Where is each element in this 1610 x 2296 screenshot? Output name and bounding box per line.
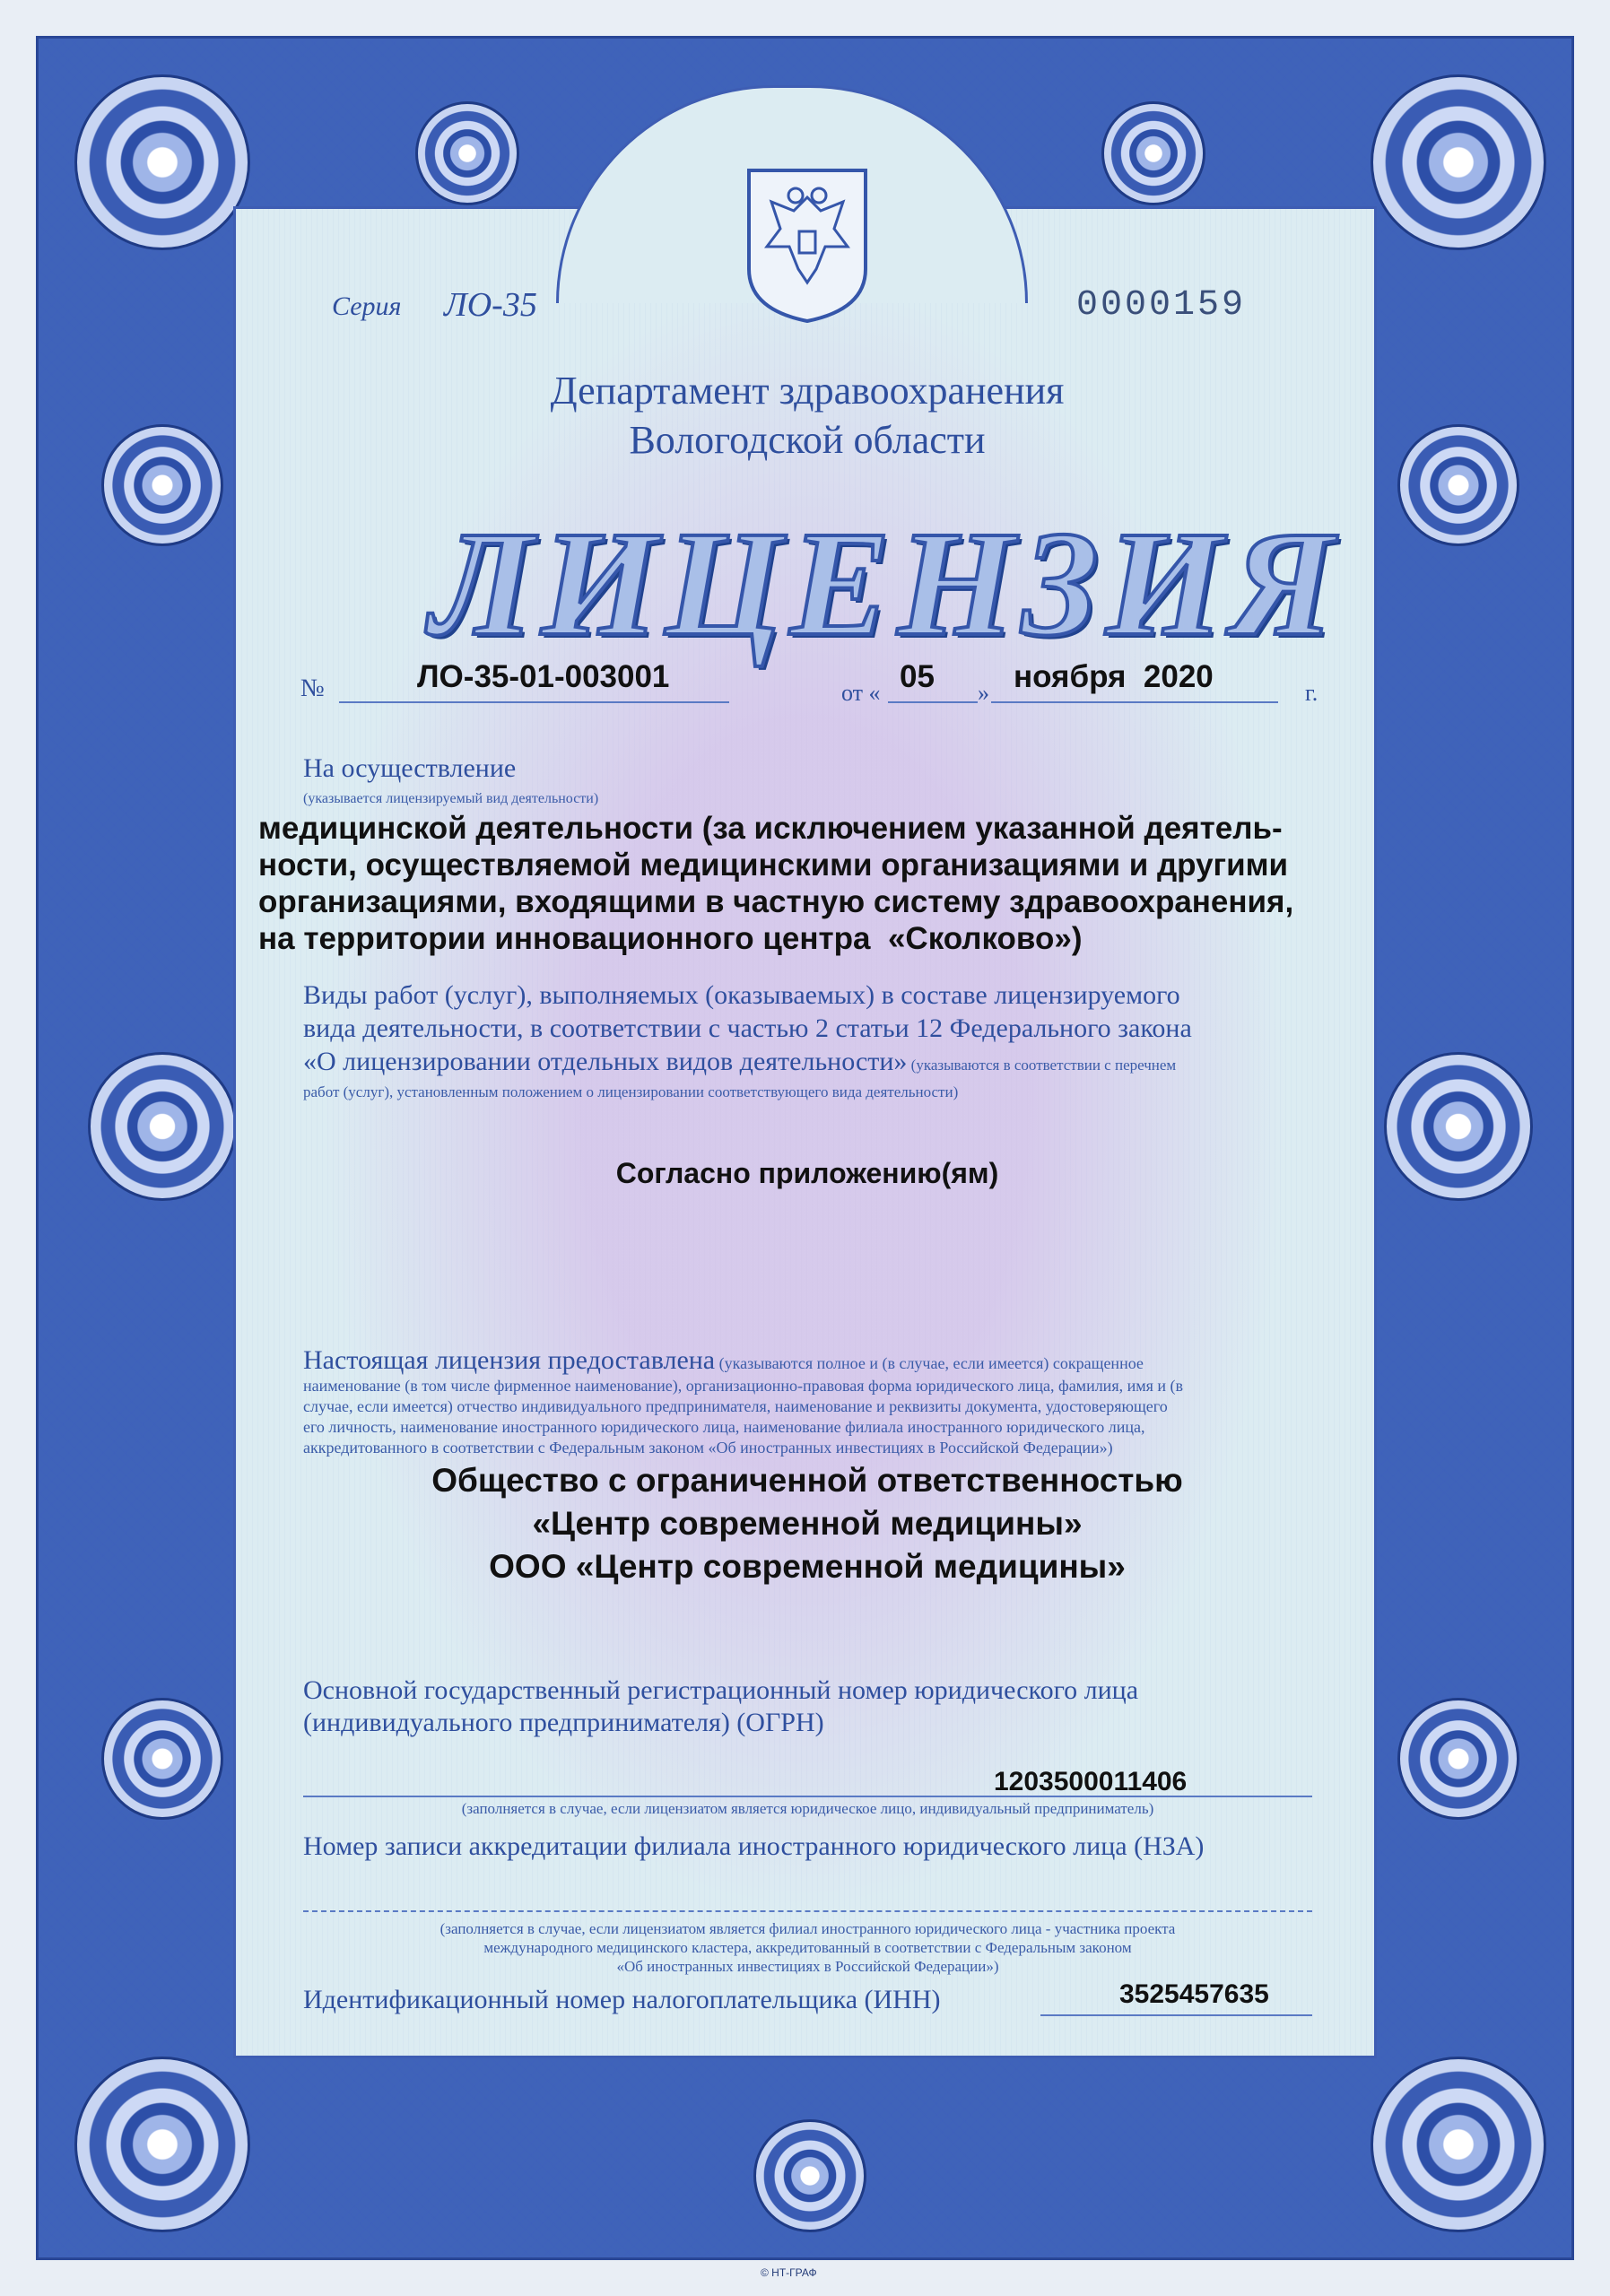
- holder-name-2: «Центр современной медицины»: [532, 1505, 1083, 1542]
- side-ornament-left-1: [101, 424, 223, 546]
- license-number: ЛО-35-01-003001: [417, 659, 670, 694]
- activity-label: На осуществление: [303, 753, 517, 783]
- authority-line-1: Департамент здравоохранения: [550, 369, 1065, 413]
- inn-underline: [1040, 2014, 1312, 2016]
- coat-of-arms-icon: [740, 161, 875, 323]
- holder-hint-4: аккредитованного в соответствии с Федеральным законом «Об иностранных инвестициях в Российской Федерации»): [303, 1439, 1113, 1457]
- inn-value: 3525457635: [1119, 1979, 1269, 2009]
- document-title: ЛИЦЕНЗИЯ: [431, 500, 1342, 667]
- activity-line-1: медицинской деятельности (за исключением указанной деятель-: [258, 811, 1283, 846]
- holder-label-line: [303, 1345, 1144, 1376]
- date-close-quote: »: [978, 680, 989, 706]
- date-from-label: от «: [841, 680, 881, 706]
- series-label: Серия: [332, 291, 402, 321]
- number-sign: №: [300, 674, 325, 702]
- bottom-ornament-center: [753, 2119, 866, 2232]
- number-underline: [339, 701, 729, 703]
- corner-ornament-top-right: [1371, 74, 1546, 250]
- works-line-1: Виды работ (услуг), выполняемых (оказываемых) в составе лицензируемого: [303, 980, 1180, 1010]
- activity-line-2: ности, осуществляемой медицинскими организациями и другими: [258, 848, 1289, 883]
- side-ornament-right-2: [1384, 1052, 1533, 1201]
- corner-ornament-top-left: [74, 74, 250, 250]
- blank-number: 0000159: [1076, 285, 1247, 326]
- holder-hint-1: наименование (в том числе фирменное наименование), организационно-правовая форма юридического лица, фамилия, имя и (в: [303, 1377, 1184, 1395]
- holder-label: Настоящая лицензия предоставлена: [303, 1345, 716, 1375]
- holder-hint-first: (указываются полное и (в случае, если имеется) сокращенное: [715, 1354, 1144, 1372]
- corner-ornament-bottom-left: [74, 2057, 250, 2232]
- license-day: 05: [900, 659, 935, 694]
- license-month-year: ноября 2020: [1014, 659, 1214, 694]
- activity-line-4: на территории инновационного центра «Сколково»): [258, 921, 1083, 956]
- works-line-3: [303, 1047, 1176, 1077]
- day-underline: [888, 701, 978, 703]
- year-suffix: г.: [1305, 680, 1318, 706]
- ogrn-line-2: (индивидуального предпринимателя) (ОГРН): [303, 1708, 824, 1737]
- works-hint: работ (услуг), установленным положением о лицензировании соответствующего вида деятельности): [303, 1083, 959, 1100]
- ogrn-value: 1203500011406: [994, 1767, 1188, 1796]
- nza-hint-2: международного медицинского кластера, аккредитованный в соответствии с Федеральным законом: [483, 1939, 1132, 1956]
- holder-hint-3: его личность, наименование иностранного юридического лица, наименование филиала иностранного юридического лица,: [303, 1418, 1145, 1436]
- works-value: Согласно приложению(ям): [615, 1157, 999, 1189]
- side-ornament-left-2: [88, 1052, 237, 1201]
- series-value: ЛО-35: [444, 286, 537, 324]
- ogrn-line-1: Основной государственный регистрационный номер юридического лица: [303, 1675, 1139, 1705]
- holder-name-1: Общество с ограниченной ответственностью: [431, 1462, 1183, 1499]
- authority-line-2: Вологодской области: [629, 418, 986, 462]
- ogrn-underline: [303, 1796, 1312, 1797]
- side-ornament-right-1: [1397, 424, 1519, 546]
- printer-mark: © НТ-ГРАФ: [761, 2266, 817, 2279]
- month-underline: [991, 701, 1278, 703]
- activity-hint: (указывается лицензируемый вид деятельности): [303, 791, 599, 806]
- nza-hint-3: «Об иностранных инвестициях в Российской Федерации»): [616, 1958, 999, 1975]
- corner-ornament-bottom-right: [1371, 2057, 1546, 2232]
- inn-label: Идентификационный номер налогоплательщика (ИНН): [303, 1985, 941, 2014]
- activity-line-3: организациями, входящими в частную систему здравоохранения,: [258, 884, 1294, 919]
- side-ornament-left-3: [101, 1698, 223, 1820]
- works-line-3-text: «О лицензировании отдельных видов деятельности»: [303, 1047, 908, 1076]
- nza-underline: [303, 1910, 1312, 1912]
- top-ornament-right: [1101, 101, 1205, 205]
- nza-label: Номер записи аккредитации филиала иностранного юридического лица (НЗА): [303, 1831, 1205, 1861]
- nza-hint-1: (заполняется в случае, если лицензиатом является филиал иностранного юридического лица - участника проекта: [439, 1920, 1176, 1937]
- works-line-2: вида деятельности, в соответствии с частью 2 статьи 12 Федерального закона: [303, 1013, 1192, 1043]
- certificate-body: [233, 206, 1377, 2058]
- top-ornament-left: [415, 101, 519, 205]
- holder-name-3: ООО «Центр современной медицины»: [489, 1548, 1126, 1585]
- holder-hint-2: случае, если имеется) отчество индивидуального предпринимателя, наименование и реквизиты документа, удостоверяющего: [303, 1397, 1168, 1415]
- side-ornament-right-3: [1397, 1698, 1519, 1820]
- works-line-3-hint: (указываются в соответствии с перечнем: [907, 1057, 1177, 1074]
- ogrn-hint: (заполняется в случае, если лицензиатом является юридическое лицо, индивидуальный предприниматель): [461, 1800, 1154, 1817]
